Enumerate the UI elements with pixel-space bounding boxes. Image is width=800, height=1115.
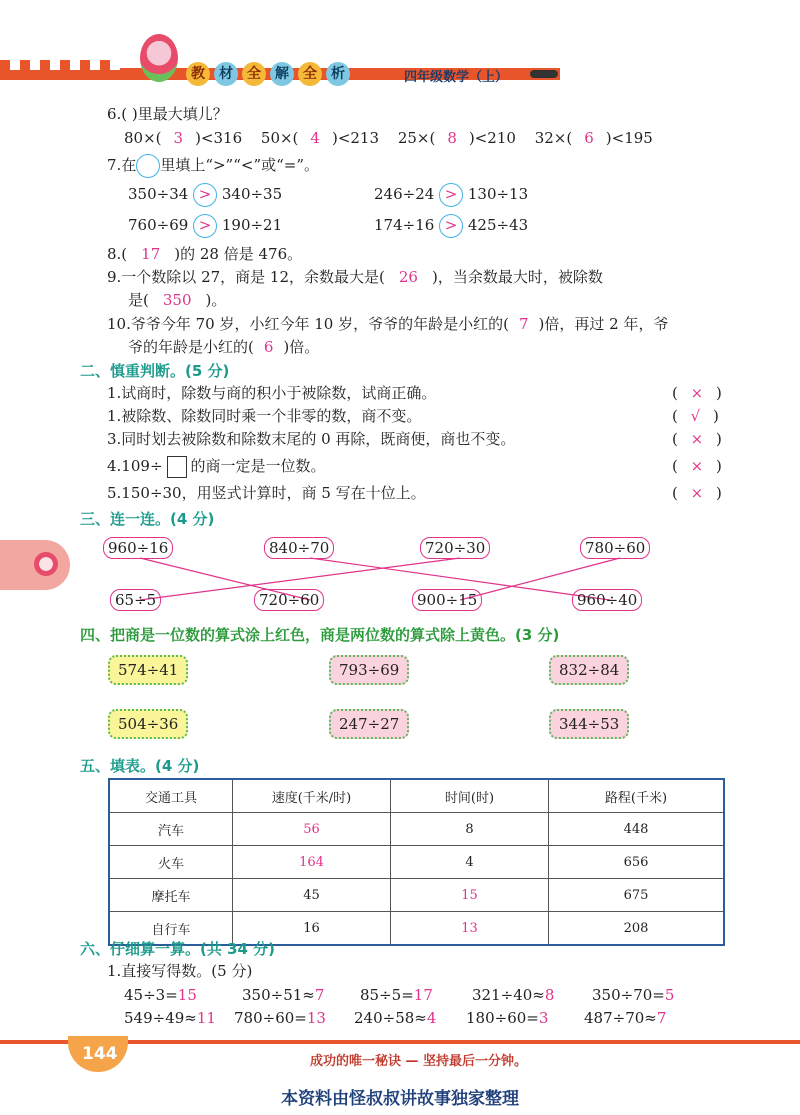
table-cell: 164 (233, 846, 391, 879)
header-subtitle: 四年级数学（上） (404, 70, 509, 85)
match-bottom-item: 720÷60 (254, 589, 324, 611)
q9-line1: 9.一个数除以 27，商是 12，余数最大是( 26 )，当余数最大时，被除数 (107, 268, 603, 286)
table-cell: 8 (391, 813, 549, 846)
q7-item: 246÷24 > 130÷13 (374, 183, 528, 207)
logo-char: 全 (298, 62, 322, 86)
table-row (109, 879, 724, 912)
q6-title: 6.( )里最大填儿？ (107, 105, 228, 123)
answer: 17 (141, 245, 161, 263)
table-header: 交通工具 (109, 779, 233, 813)
calc-item: 240÷58≈4 (354, 1009, 437, 1027)
table-cell: 208 (549, 912, 725, 946)
judge-item: 1.试商时，除数与商的积小于被除数，试商正确。 (107, 384, 437, 402)
table-cell: 摩托车 (109, 879, 233, 912)
header-logo (186, 62, 350, 86)
logo-char: 材 (214, 62, 238, 86)
table-cell: 16 (233, 912, 391, 946)
answer: 6 (584, 129, 594, 147)
table-cell: 15 (391, 879, 549, 912)
q6-items (124, 128, 653, 148)
color-box-pink[interactable]: 793÷69 (329, 655, 409, 685)
judge-item: 1.被除数、除数同时乘一个非零的数，商不变。 (107, 407, 422, 425)
calc-item: 180÷60=3 (466, 1009, 549, 1027)
calc-row (124, 1008, 666, 1028)
calc-item: 350÷70=5 (592, 986, 675, 1004)
q7-title: 7.在 里填上“>”“<”或“=”。 (107, 154, 319, 178)
calc-item: 549÷49≈11 (124, 1009, 216, 1027)
logo-char: 解 (270, 62, 294, 86)
blank-box (167, 456, 187, 478)
table-cell: 13 (391, 912, 549, 946)
footer-credit: 本资料由怪叔叔讲故事独家整理 (281, 1089, 519, 1109)
answer: 6 (263, 338, 274, 356)
match-top-item: 960÷16 (103, 537, 173, 559)
judge-item: 4.109÷ 的商一定是一位数。 (107, 456, 326, 478)
compare-circle: > (193, 214, 217, 238)
section-6-title: 六、仔细算一算。(共 34 分) (80, 940, 276, 958)
answer: 350 (162, 291, 192, 309)
answer: 8 (447, 129, 457, 147)
match-bottom-item: 65÷5 (110, 589, 161, 611)
table-cell: 675 (549, 879, 725, 912)
circle-blank-icon (136, 154, 160, 178)
table-header: 时间(时) (391, 779, 549, 813)
header-pen-icon (530, 70, 558, 78)
mascot-small-icon (34, 552, 58, 576)
judge-mark: ( × ) (672, 457, 722, 475)
q6-item: 80×( 3 )<316 (124, 129, 243, 147)
q7-item: 174÷16 > 425÷43 (374, 214, 528, 238)
table-cell: 56 (233, 813, 391, 846)
judge-mark: ( √ ) (672, 407, 719, 425)
color-box-pink[interactable]: 344÷53 (549, 709, 629, 739)
match-bottom-item: 900÷15 (412, 589, 482, 611)
answer: 7 (518, 315, 529, 333)
judge-mark: ( × ) (672, 384, 722, 402)
table-cell: 448 (549, 813, 725, 846)
color-box-pink[interactable]: 832÷84 (549, 655, 629, 685)
q6-item: 25×( 8 )<210 (397, 129, 516, 147)
calc-item: 45÷3=15 (124, 986, 197, 1004)
judge-mark: ( × ) (672, 430, 722, 448)
fill-table (108, 778, 725, 946)
match-top-item: 840÷70 (264, 537, 334, 559)
color-box-yellow[interactable]: 574÷41 (108, 655, 188, 685)
footer-motto: 成功的唯一秘诀 — 坚持最后一分钟。 (310, 1054, 528, 1069)
q10-line2: 爷的年龄是小红的( 6 )倍。 (128, 338, 320, 356)
table-row (109, 813, 724, 846)
judge-item: 3.同时划去被除数和除数末尾的 0 再除，既商便，商也不变。 (107, 430, 516, 448)
q6-item: 50×( 4 )<213 (260, 129, 380, 147)
table-cell: 4 (391, 846, 549, 879)
compare-circle: > (439, 214, 463, 238)
calc-row (124, 985, 674, 1005)
answer: 26 (398, 268, 418, 286)
match-bottom-item: 960÷40 (572, 589, 642, 611)
logo-char: 全 (242, 62, 266, 86)
calc-item: 85÷5=17 (360, 986, 433, 1004)
q7-item: 350÷34 > 340÷35 (128, 183, 282, 207)
q6-item: 32×( 6 )<195 (534, 129, 653, 147)
table-header-row (109, 779, 724, 813)
match-top-item: 720÷30 (420, 537, 490, 559)
compare-circle: > (439, 183, 463, 207)
section-4-title: 四、把商是一位数的算式涂上红色，商是两位数的算式除上黄色。(3 分) (80, 626, 560, 644)
section-2-title: 二、慎重判断。(5 分) (80, 362, 230, 380)
mascot-icon (140, 34, 178, 82)
table-row (109, 846, 724, 879)
table-cell: 汽车 (109, 813, 233, 846)
calc-item: 487÷70≈7 (584, 1009, 667, 1027)
section-3-title: 三、连一连。(4 分) (80, 510, 215, 528)
table-cell: 45 (233, 879, 391, 912)
page-number: 144 (82, 1044, 118, 1064)
table-cell: 自行车 (109, 912, 233, 946)
color-box-yellow[interactable]: 504÷36 (108, 709, 188, 739)
q8: 8.( 17 )的 28 倍是 476。 (107, 245, 303, 263)
judge-item: 5.150÷30，用竖式计算时，商 5 写在十位上。 (107, 484, 426, 502)
match-top-item: 780÷60 (580, 537, 650, 559)
q10-line1: 10.爷爷今年 70 岁，小红今年 10 岁，爷爷的年龄是小红的( 7 )倍，再过 2 年，爷 (107, 315, 669, 333)
table-cell: 656 (549, 846, 725, 879)
table-header: 速度(千米/时) (233, 779, 391, 813)
logo-char: 教 (186, 62, 210, 86)
answer: 3 (173, 129, 184, 147)
table-cell: 火车 (109, 846, 233, 879)
calc-item: 321÷40≈8 (472, 986, 555, 1004)
section-6-sub: 1.直接写得数。(5 分) (107, 962, 253, 980)
calc-item: 350÷51≈7 (242, 986, 325, 1004)
header-checker (0, 60, 120, 70)
calc-item: 780÷60=13 (234, 1009, 326, 1027)
q9-line2: 是( 350 )。 (128, 291, 227, 309)
logo-char: 析 (326, 62, 350, 86)
section-5-title: 五、填表。(4 分) (80, 757, 200, 775)
color-box-pink[interactable]: 247÷27 (329, 709, 409, 739)
q7-item: 760÷69 > 190÷21 (128, 214, 282, 238)
compare-circle: > (193, 183, 217, 207)
answer: 4 (310, 129, 320, 147)
judge-mark: ( × ) (672, 484, 722, 502)
table-header: 路程(千米) (549, 779, 725, 813)
